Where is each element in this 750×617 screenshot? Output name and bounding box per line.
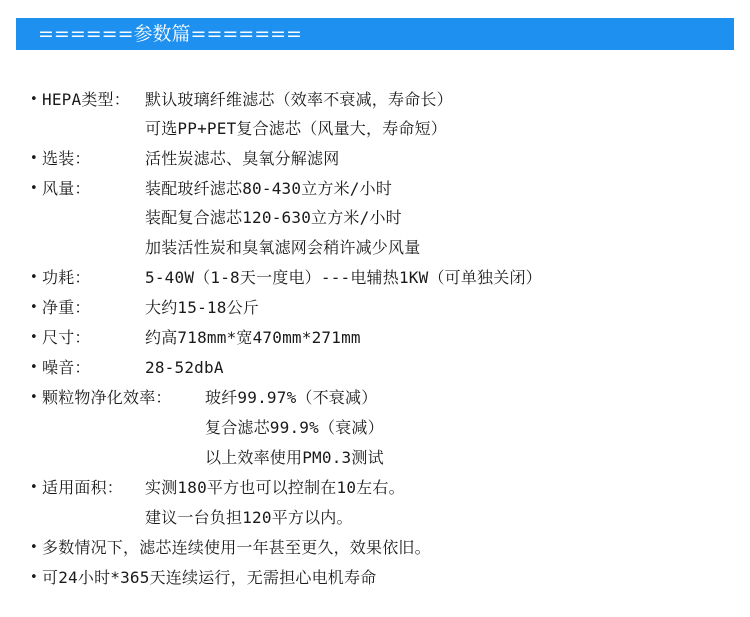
section-title: ======参数篇=======: [38, 23, 302, 45]
spec-value-hepa-default: 默认玻璃纤维滤芯（效率不衰减，寿命长）: [145, 90, 453, 109]
spec-item-options: [0, 147, 750, 171]
spec-label-hepa: HEPA类型：: [42, 90, 130, 109]
spec-value-options: 活性炭滤芯、臭氧分解滤网: [145, 149, 340, 168]
spec-item-size: [0, 326, 750, 350]
spec-value-weight: 大约15-18公斤: [145, 298, 259, 317]
spec-value-size: 约高718mm*宽470mm*271mm: [145, 328, 361, 347]
bullet-icon: •: [30, 151, 38, 166]
spec-label-area: 适用面积：: [42, 478, 124, 497]
spec-value-airflow-composite: 装配复合滤芯120-630立方米/小时: [145, 208, 402, 227]
bullet-icon: •: [30, 330, 38, 345]
spec-label-noise: 噪音：: [42, 358, 91, 377]
spec-value-hepa-optional: 可选PP+PET复合滤芯（风量大，寿命短）: [145, 119, 447, 138]
spec-item-noise: [0, 356, 750, 380]
bullet-icon: •: [30, 540, 38, 555]
spec-value-efficiency-note: 以上效率使用PM0.3测试: [205, 448, 384, 467]
bullet-icon: •: [30, 270, 38, 285]
spec-item-airflow-note: [0, 236, 750, 260]
spec-value-area-recommend: 建议一台负担120平方以内。: [145, 508, 353, 527]
spec-item-hepa-continued: [0, 117, 750, 141]
spec-label-airflow: 风量：: [42, 179, 91, 198]
spec-value-power: 5-40W（1-8天一度电）---电辅热1KW（可单独关闭）: [145, 268, 542, 287]
bullet-icon: •: [30, 181, 38, 196]
spec-item-airflow-continued: [0, 206, 750, 230]
spec-item-efficiency-note: [0, 446, 750, 470]
bullet-icon: •: [30, 570, 38, 585]
spec-label-options: 选装：: [42, 149, 91, 168]
spec-item-area-continued: [0, 506, 750, 530]
spec-value-airflow-glass: 装配玻纤滤芯80-430立方米/小时: [145, 179, 393, 198]
spec-value-efficiency-glass: 玻纤99.97%（不衰减）: [205, 388, 378, 407]
spec-item-power: [0, 266, 750, 290]
spec-value-efficiency-composite: 复合滤芯99.9%（衰减）: [205, 418, 384, 437]
bullet-icon: •: [30, 390, 38, 405]
spec-value-airflow-note: 加装活性炭和臭氧滤网会稍许减少风量: [145, 238, 421, 257]
spec-value-area-measured: 实测180平方也可以控制在10左右。: [145, 478, 405, 497]
spec-item-hepa: [0, 88, 750, 112]
spec-item-note-filter-life: [0, 536, 750, 560]
spec-label-power: 功耗：: [42, 268, 91, 287]
spec-note-filter-life: 多数情况下，滤芯连续使用一年甚至更久，效果依旧。: [42, 538, 431, 557]
spec-item-airflow: [0, 177, 750, 201]
spec-note-continuous-run: 可24小时*365天连续运行，无需担心电机寿命: [42, 568, 377, 587]
bullet-icon: •: [30, 480, 38, 495]
spec-label-efficiency: 颗粒物净化效率：: [42, 388, 172, 407]
spec-item-note-continuous-run: [0, 566, 750, 590]
bullet-icon: •: [30, 360, 38, 375]
spec-value-noise: 28-52dbA: [145, 358, 224, 377]
spec-item-efficiency: [0, 386, 750, 410]
spec-label-size: 尺寸：: [42, 328, 91, 347]
bullet-icon: •: [30, 300, 38, 315]
bullet-icon: •: [30, 92, 38, 107]
spec-item-weight: [0, 296, 750, 320]
spec-item-area: [0, 476, 750, 500]
spec-label-weight: 净重：: [42, 298, 91, 317]
spec-item-efficiency-continued: [0, 416, 750, 440]
